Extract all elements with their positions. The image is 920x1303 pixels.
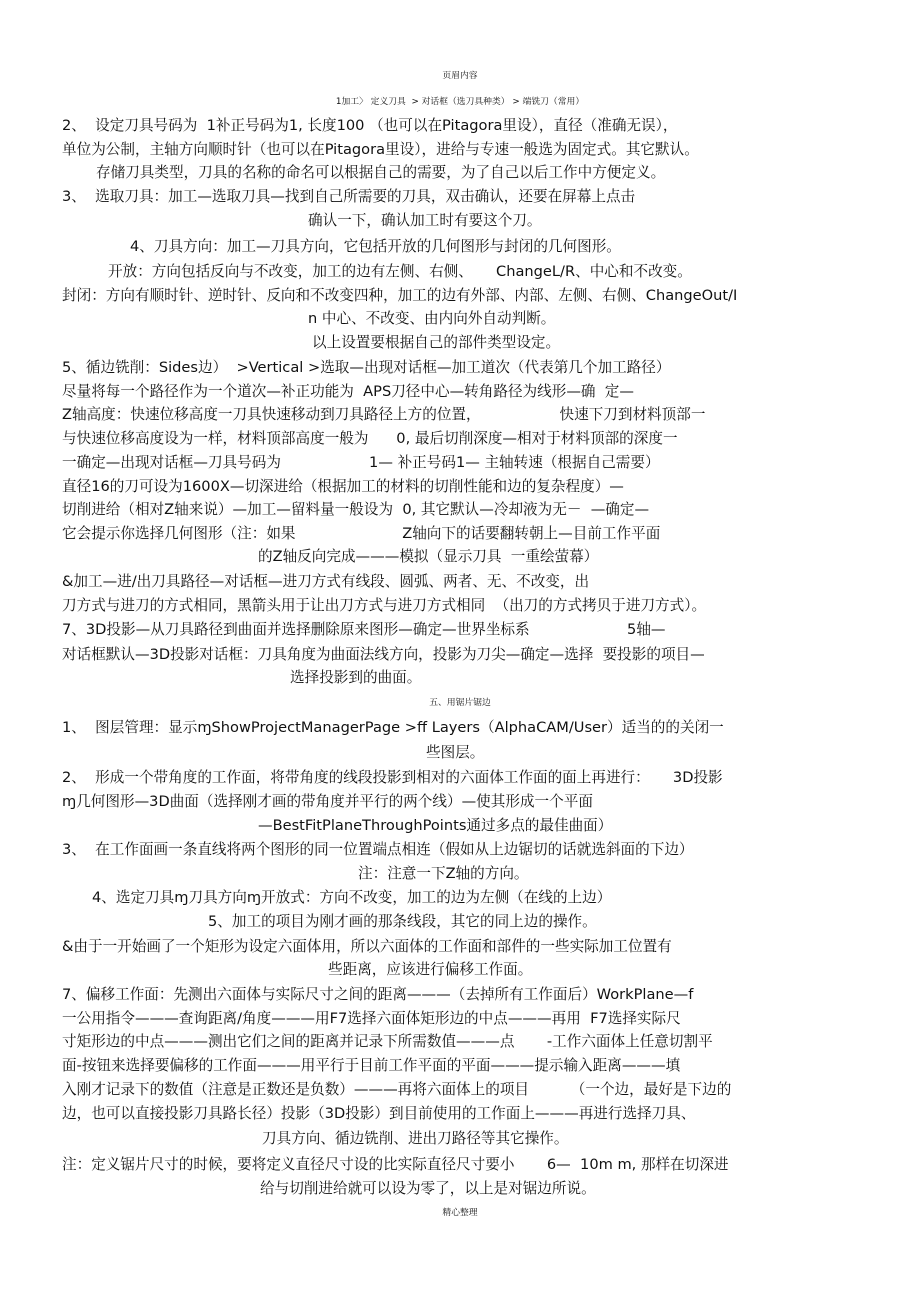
text-line: 给与切削进给就可以设为零了，以上是对锯边所说。 [260, 1180, 596, 1197]
text-line: 5、加工的项目为刚才画的那条线段，其它的同上边的操作。 [208, 913, 597, 930]
text-line: 与快速位移高度设为一样，材料顶部高度一般为 0, 最后切削深度—相对于材料顶部的深度一 [62, 430, 678, 447]
text-line: &由于一开始画了一个矩形为设定六面体用，所以六面体的工作面和部件的一些实际加工位置有 [62, 938, 672, 955]
text-line: 尽量将每一个路径作为一个道次—补正功能为 APS刀径中心—转角路径为线形—确 定— [62, 383, 634, 400]
text-line: 以上设置要根据自己的部件类型设定。 [312, 334, 561, 351]
text-line: 确认一下，确认加工时有要这个刀。 [308, 212, 542, 229]
text-line: 入刚才记录下的数值（注意是正数还是负数）———再将六面体上的项目 （一个边，最好是下边的 [62, 1081, 732, 1098]
text-line: 它会提示你选择几何图形（注：如果 Z轴向下的话要翻转朝上—目前工作平面 [62, 525, 661, 542]
text-line: 选择投影到的曲面。 [290, 669, 422, 686]
text-line: 1加工〉 定义刀具 > 对话框（选刀具种类） > 端铣刀（常用） [335, 97, 585, 107]
text-line: 直径16的刀可设为1600X—切深进给（根据加工的材料的切削性能和边的复杂程度）— [62, 478, 624, 495]
text-line: 4、刀具方向：加工—刀具方向，它包括开放的几何图形与封闭的几何图形。 [130, 238, 621, 255]
text-line: 4、选定刀具ɱ刀具方向ɱ开放式：方向不改变，加工的边为左侧（在线的上边） [92, 889, 612, 906]
section-title: 五、用锯片锯边 [429, 698, 491, 708]
text-line: &加工—进/出刀具路径—对话框—进刀方式有线段、圆弧、两者、无、不改变，出 [62, 573, 590, 590]
text-line: 刀具方向、循边铣削、进出刀路径等其它操作。 [262, 1130, 569, 1147]
text-line: 切削进给（相对Z轴来说）—加工—留料量一般设为 0, 其它默认—冷却液为无－ —确定— [62, 501, 650, 518]
text-line: 2、 形成一个带角度的工作面，将带角度的线段投影到相对的六面体工作面的面上再进行： 3D投影 [62, 769, 723, 786]
text-line: 寸矩形边的中点———测出它们之间的距离并记录下所需数值———点 -工作六面体上任意切割平 [62, 1033, 713, 1050]
text-line: 些图层。 [426, 744, 485, 761]
text-line: —BestFitPlaneThroughPoints通过多点的最佳曲面） [258, 817, 613, 834]
text-line: n 中心、不改变、由内向外自动判断。 [308, 310, 556, 327]
page-footer: 精心整理 [442, 1208, 478, 1218]
text-line: 7、3D投影—从刀具路径到曲面并选择删除原来图形—确定—世界坐标系 5轴— [62, 621, 666, 638]
text-line: 对话框默认—3D投影对话框：刀具角度为曲面法线方向，投影为刀尖—确定—选择 要投影的项目— [62, 646, 705, 663]
text-line: 刀方式与进刀的方式相同，黑箭头用于让出刀方式与进刀方式相同 （出刀的方式拷贝于进刀方式）。 [62, 597, 707, 614]
text-line: 封闭：方向有顺时针、逆时针、反向和不改变四种，加工的边有外部、内部、左侧、右侧、ChangeOut/I [62, 287, 738, 304]
text-line: 开放：方向包括反向与不改变，加工的边有左侧、右侧、 ChangeL/R、中心和不改变。 [108, 263, 692, 280]
text-line: ɱ几何图形—3D曲面（选择刚才画的带角度并平行的两个线）—使其形成一个平面 [62, 793, 593, 810]
text-line: 3、 选取刀具：加工—选取刀具—找到自己所需要的刀具，双击确认，还要在屏幕上点击 [62, 188, 636, 205]
text-line: 存储刀具类型，刀具的名称的命名可以根据自己的需要，为了自己以后工作中方便定义。 [96, 164, 666, 181]
text-line: Z轴高度：快速位移高度一刀具快速移动到刀具路径上方的位置， 快速下刀到材料顶部一 [62, 406, 706, 423]
text-line: 3、 在工作面画一条直线将两个图形的同一位置端点相连（假如从上边锯切的话就选斜面的下边） [62, 841, 694, 858]
text-line: 边，也可以直接投影刀具路长径）投影（3D投影）到目前使用的工作面上———再进行选择刀具、 [62, 1105, 696, 1122]
text-line: 一确定—出现对话框—刀具号码为 1— 补正号码1— 主轴转速（根据自己需要） [62, 454, 660, 471]
page-header: 页眉内容 [442, 71, 478, 81]
text-line: 5、循边铣削：Sides边） >Vertical >选取—出现对话框—加工道次（代表第几个加工路径） [62, 359, 671, 376]
text-line: 2、 设定刀具号码为 1补正号码为1, 长度100 （也可以在Pitagora里设），直径（准确无误）， [62, 117, 678, 134]
text-line: 面-按钮来选择要偏移的工作面———用平行于目前工作平面的平面———提示输入距离———填 [62, 1057, 681, 1074]
text-line: 7、偏移工作面：先测出六面体与实际尺寸之间的距离———（去掉所有工作面后）WorkPlane—f [62, 986, 694, 1003]
text-line: 的Z轴反向完成———模拟（显示刀具 一重绘萤幕） [258, 548, 599, 565]
text-line: 注：注意一下Z轴的方向。 [358, 865, 529, 882]
text-line: 1、 图层管理：显示ɱShowProjectManagerPage >ff Layers（AlphaCAM/User）适当的的关闭一 [62, 719, 724, 736]
text-line: 一公用指令———查询距离/角度———用F7选择六面体矩形边的中点———再用 F7选择实际尺 [62, 1010, 681, 1027]
text-line: 些距离，应该进行偏移工作面。 [328, 961, 533, 978]
text-line: 单位为公制，主轴方向顺时针（也可以在Pitagora里设），进给与专速一般选为固定式。其它默认。 [62, 141, 699, 158]
text-line: 注：定义锯片尺寸的时候，要将定义直径尺寸设的比实际直径尺寸要小 6— 10m m, 那样在切深进 [62, 1156, 729, 1173]
